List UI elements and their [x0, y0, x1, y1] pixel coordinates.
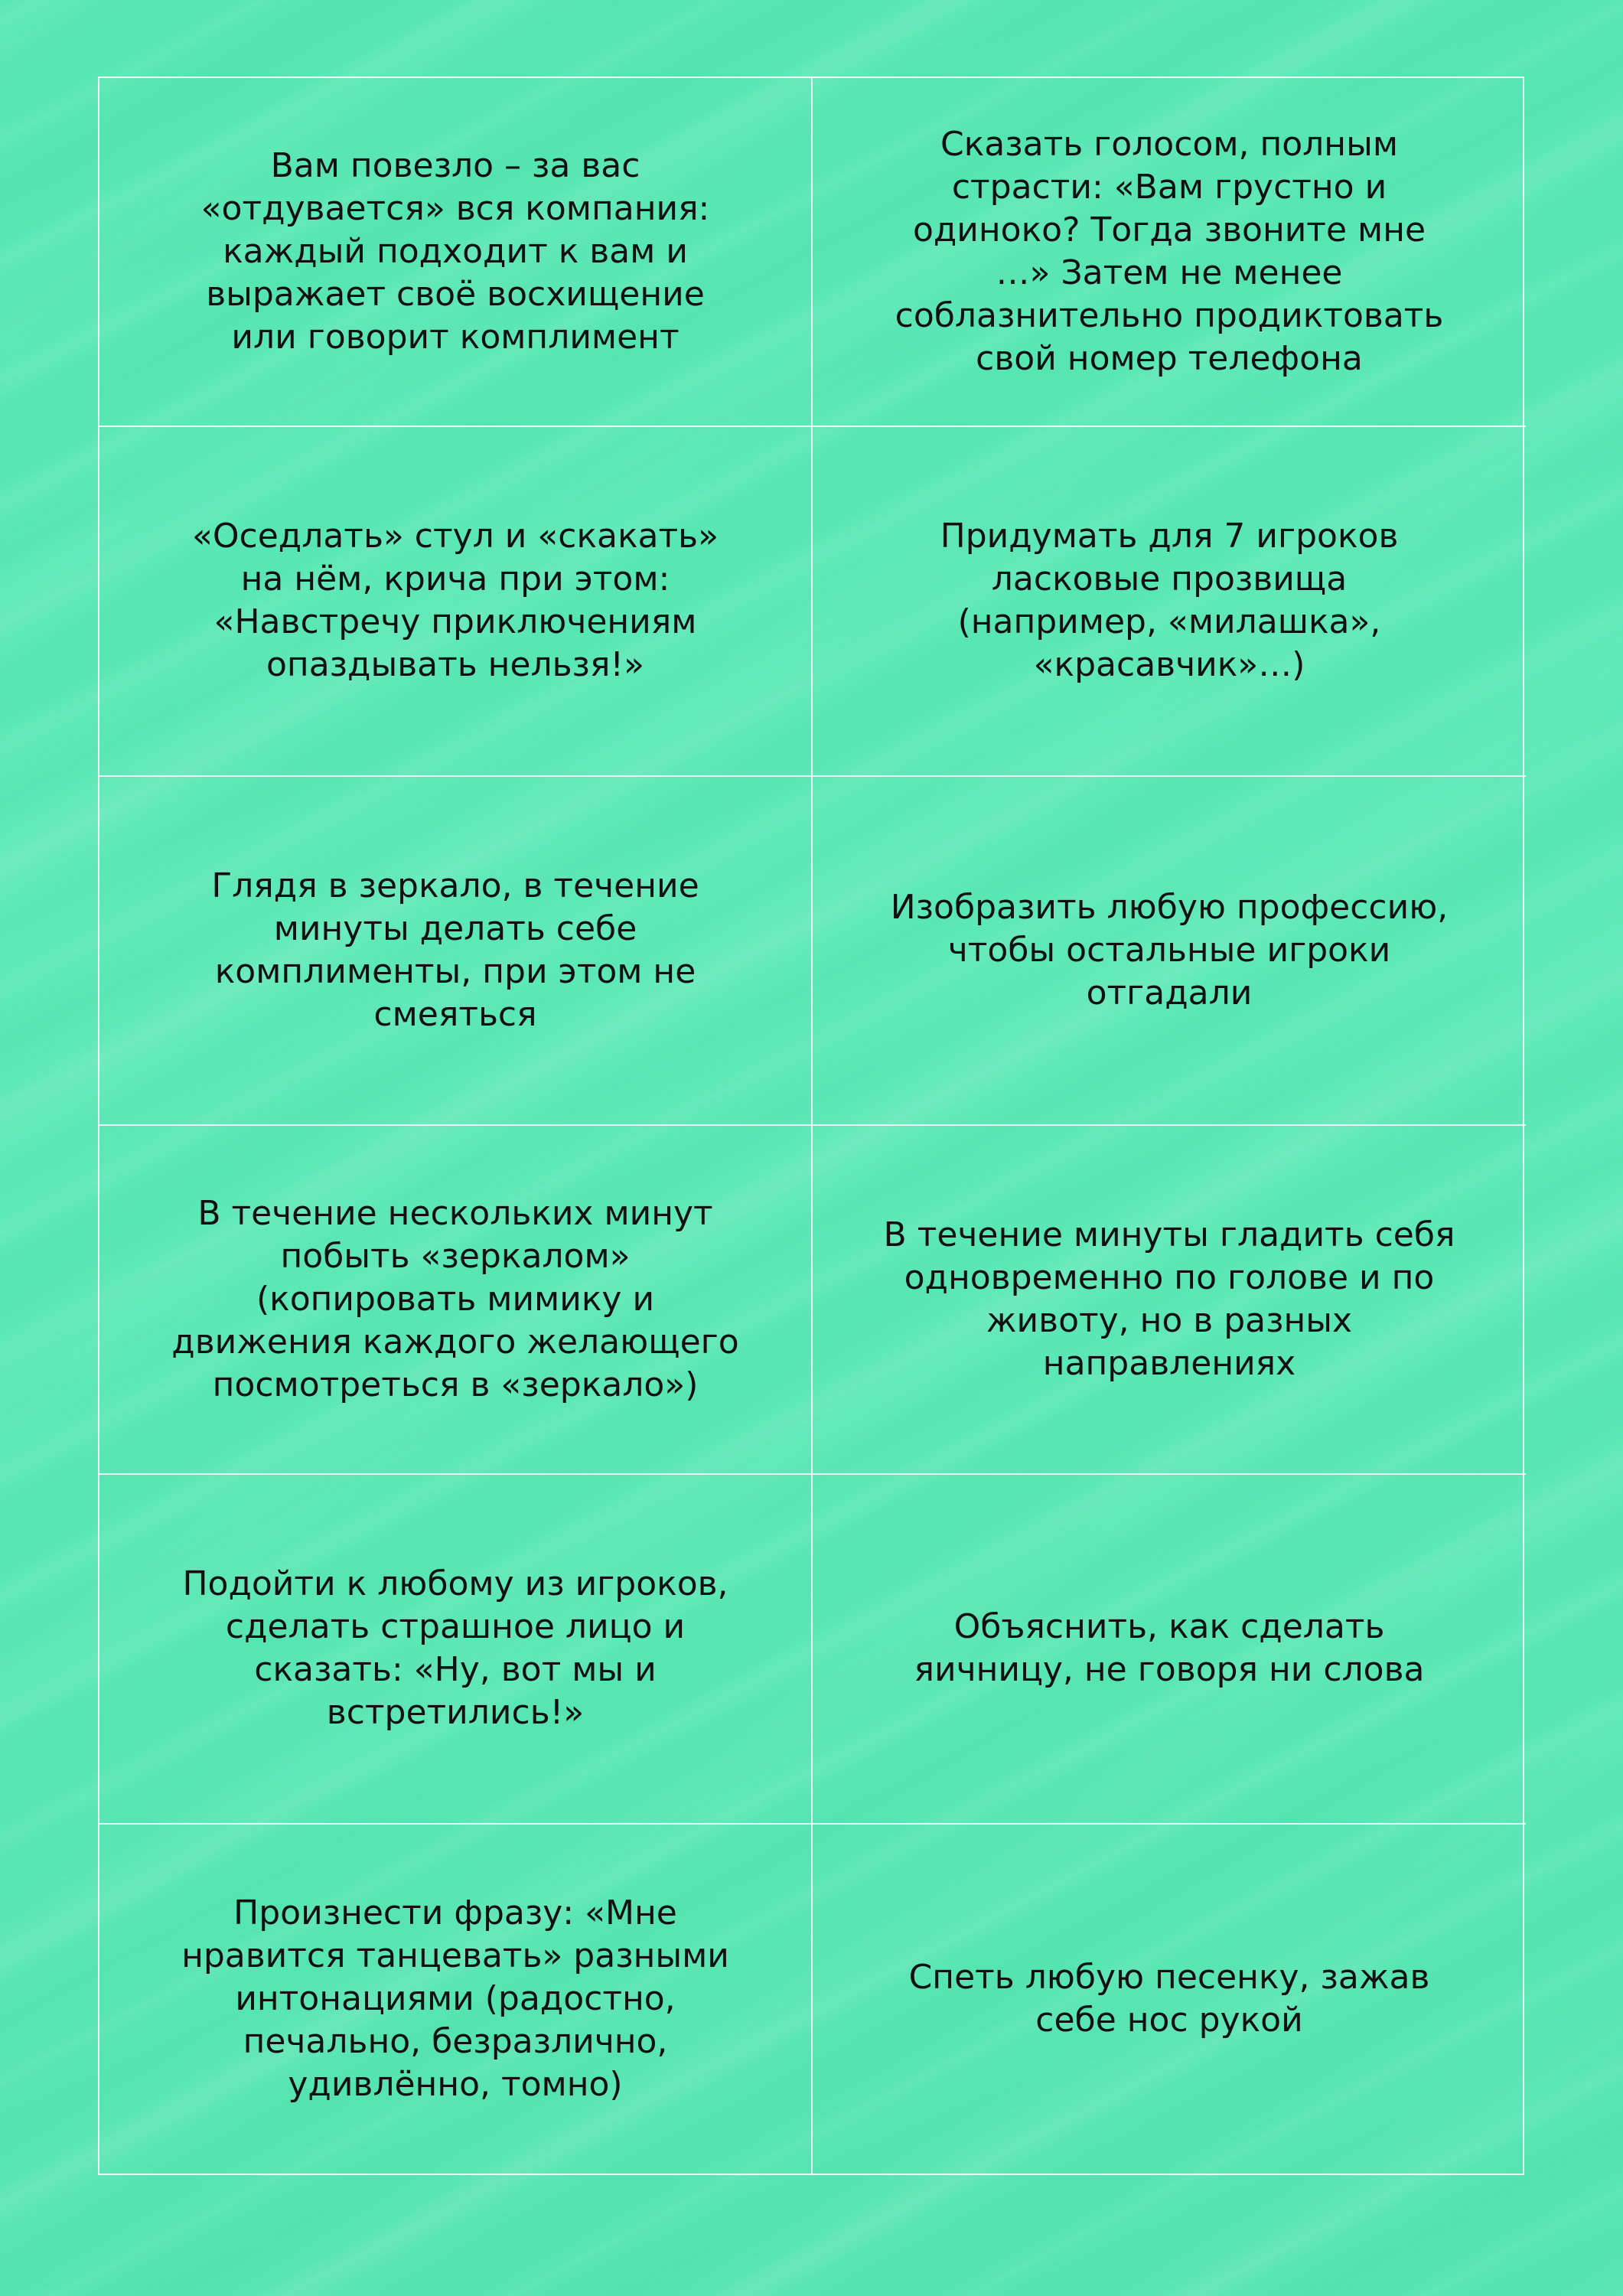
- card-12: [813, 1825, 1526, 2174]
- card-9: [99, 1475, 813, 1824]
- card-text: Спеть любую песенку, зажав себе нос рукой: [908, 1957, 1430, 2040]
- card-text: «Оседлать» стул и «скакать» на нём, крича при этом: «Навстречу приключениям опаздывать нельзя!»: [191, 517, 719, 685]
- card-text: Изобразить любую профессию, чтобы остальные игроки отгадали: [890, 887, 1449, 1013]
- card-8: [813, 1126, 1526, 1475]
- card-5: [99, 777, 813, 1126]
- card-2: [813, 78, 1526, 427]
- card-6: [813, 777, 1526, 1126]
- card-7: [99, 1126, 813, 1475]
- card-10: [813, 1475, 1526, 1824]
- card-text: Подойти к любому из игроков, сделать страшное лицо и сказать: «Ну, вот мы и встретились!»: [182, 1564, 728, 1733]
- card-3: [99, 427, 813, 776]
- card-4: [813, 427, 1526, 776]
- card-text: Глядя в зеркало, в течение минуты делать себе комплименты, при этом не смеяться: [211, 866, 699, 1034]
- card-text: В течение нескольких минут побыть «зеркалом» (копировать мимику и движения каждого желающего посмотреться в «зеркало»): [171, 1194, 739, 1405]
- card-grid: [98, 77, 1524, 2175]
- card-text: Объяснить, как сделать яичницу, не говоря ни слова: [914, 1607, 1425, 1690]
- card-11: [99, 1825, 813, 2174]
- card-1: [99, 78, 813, 427]
- card-text: Произнести фразу: «Мне нравится танцевать» разными интонациями (радостно, печально, безразлично, удивлённо, томно): [181, 1893, 729, 2104]
- card-text: Сказать голосом, полным страсти: «Вам грустно и одиноко? Тогда звоните мне …» Затем не менее соблазнительно продиктовать свой номер телефона: [895, 125, 1444, 379]
- card-text: В течение минуты гладить себя одновременно по голове и по животу, но в разных направлениях: [883, 1215, 1455, 1384]
- card-text: Придумать для 7 игроков ласковые прозвища (например, «милашка», «красавчик»…): [940, 517, 1399, 685]
- card-text: Вам повезло – за вас «отдувается» вся компания: каждый подходит к вам и выражает своё восхищение или говорит комплимент: [200, 146, 710, 357]
